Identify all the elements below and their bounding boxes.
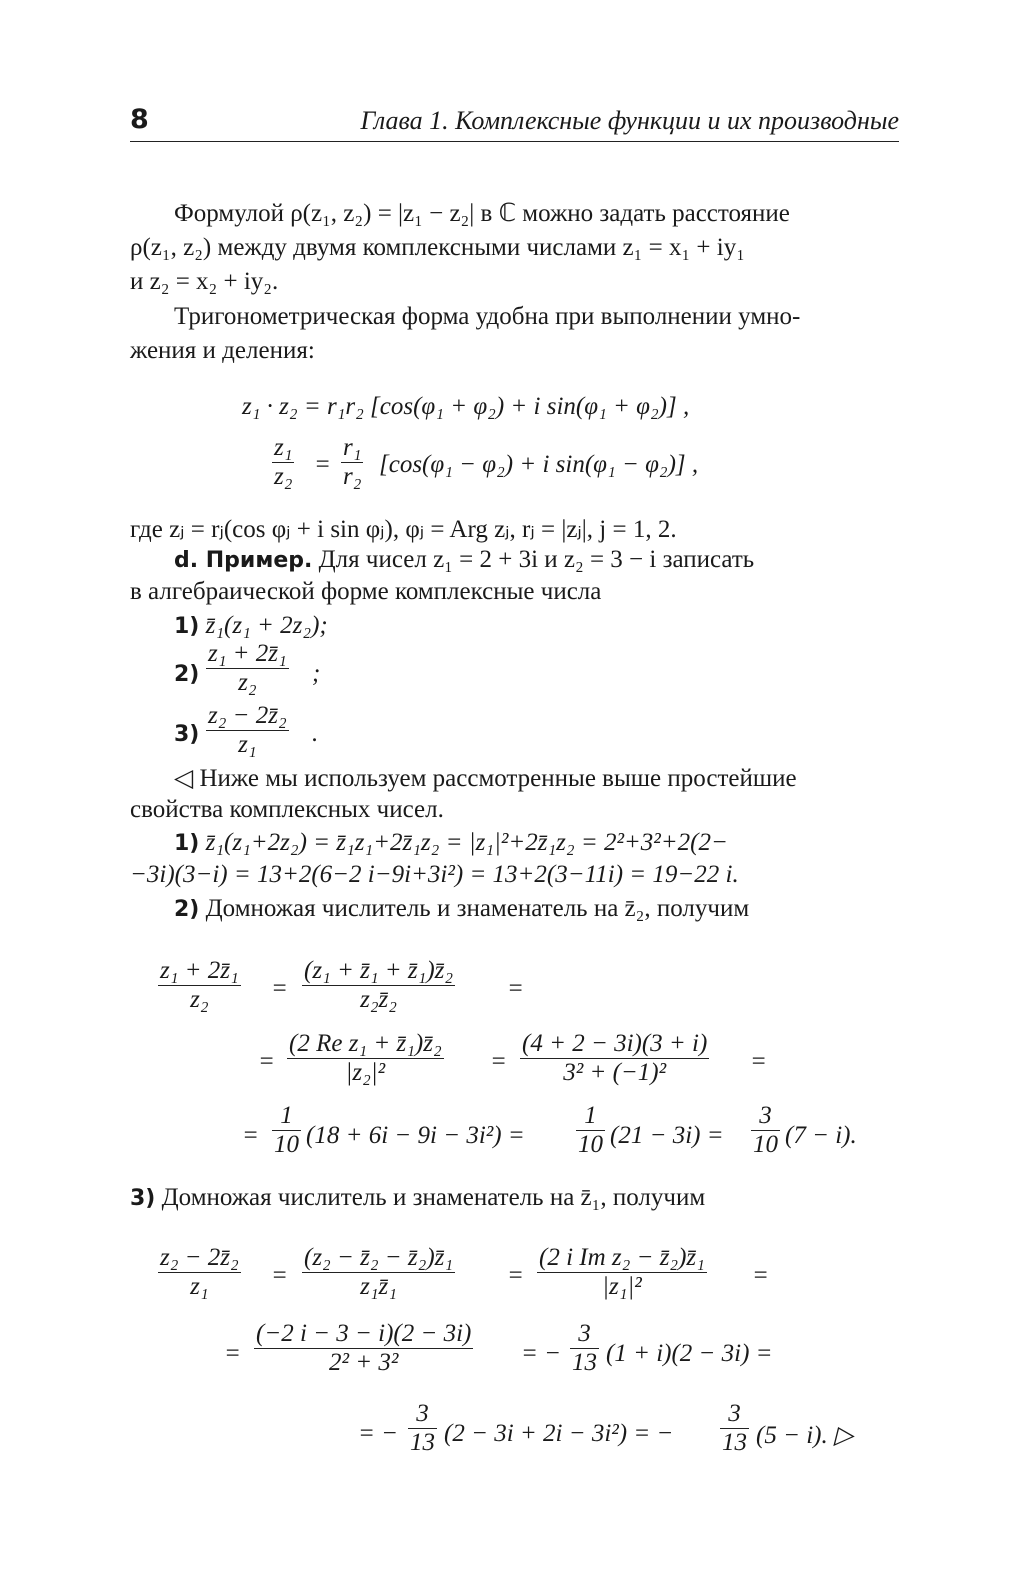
example-item-1 — [174, 612, 328, 640]
formula-division-tail: [cos(φ₁ − φ₂) + i sin(φ₁ − φ₂)] , — [379, 451, 699, 478]
example-text: Для чисел z₁ = 2 + 3i и z₂ = 3 − i записать — [318, 546, 755, 573]
s3-fraction-1: z₂ − 2z̄₂ z₁ — [160, 1244, 239, 1300]
equals-sign: = — [258, 1048, 275, 1075]
s3-fraction-three-thirteenths-b: 3 13 — [410, 1400, 435, 1456]
solution-line-2: свойства комплексных чисел. — [130, 796, 444, 823]
running-header-chapter-title: Глава 1. Комплексные функции и их производные — [360, 106, 899, 135]
where-definitions-line: где zⱼ = rⱼ(cos φⱼ + i sin φⱼ), φⱼ = Arg zⱼ, rⱼ = |zⱼ|, j = 1, 2. — [130, 516, 677, 543]
s2-term-1: (18 + 6i − 9i − 3i²) = — [306, 1122, 525, 1149]
equals-minus: = − — [358, 1420, 398, 1447]
example-item-3-fraction — [206, 702, 289, 759]
solution-3-text: Домножая числитель и знаменатель на z̄₁, получим — [161, 1184, 706, 1211]
fraction-denominator: r₂ — [343, 463, 362, 490]
s3-term-3: (5 − i). ▷ — [756, 1422, 854, 1449]
equals-sign: = — [271, 1262, 288, 1289]
item-number: 1) — [174, 614, 200, 639]
paragraph-distance-line-1: Формулой ρ(z₁, z₂) = |z₁ − z₂| в ℂ можно задать расстояние — [174, 200, 790, 227]
s2-fraction-1: z₁ + 2z̄₁ z₂ — [160, 957, 239, 1013]
example-item-2-label: 2) — [174, 662, 200, 687]
header-rule — [130, 141, 899, 142]
solution-1-line-1 — [174, 829, 728, 857]
s2-fraction-one-tenth-b: 1 10 — [578, 1102, 603, 1158]
equals-sign: = — [752, 1262, 769, 1289]
equals-sign: = — [271, 975, 288, 1002]
equals-sign: = — [507, 975, 524, 1002]
paragraph-trig-line-2: жения и деления: — [130, 337, 315, 364]
s2-fraction-three-tenths: 3 10 — [753, 1102, 778, 1158]
item-number: 1) — [174, 831, 200, 856]
fraction-denominator: z₁ — [238, 731, 257, 758]
solution-3-intro — [130, 1184, 705, 1212]
equals-sign: = — [242, 1122, 259, 1149]
equals-sign: = — [224, 1340, 241, 1367]
equals-sign: = — [750, 1048, 767, 1075]
example-line-1 — [174, 546, 754, 574]
equals-sign: = — [507, 1262, 524, 1289]
s3-fraction-three-thirteenths-c: 3 13 — [722, 1400, 747, 1456]
fraction-numerator: z₁ + 2z̄₁ — [208, 640, 287, 667]
s2-fraction-3: (2 Re z₁ + z̄₁)z̄₂ |z₂|² — [289, 1030, 442, 1086]
formula-multiplication: z₁ · z₂ = r₁r₂ [cos(φ₁ + φ₂) + i sin(φ₁ + φ₂)] , — [242, 393, 690, 420]
solution-1-line-2: −3i)(3−i) = 13+2(6−2 i−9i+3i²) = 13+2(3−11i) = 19−22 i. — [130, 861, 739, 888]
s3-fraction-4: (−2 i − 3 − i)(2 − 3i) 2² + 3² — [256, 1320, 472, 1376]
example-item-3-label: 3) — [174, 722, 200, 747]
s3-fraction-2: (z₂ − z̄₂ − z̄₂)z̄₁ z₁z̄₁ — [304, 1244, 454, 1300]
fraction-numerator: r₁ — [343, 434, 362, 461]
example-item-3-punct: . — [312, 720, 319, 747]
fraction-denominator: z₂ — [274, 463, 293, 490]
item-number: 2) — [174, 897, 200, 922]
formula-division-equals: = — [314, 451, 331, 478]
example-item-2-fraction — [206, 640, 289, 697]
fraction-numerator: z₁ — [274, 434, 293, 461]
s3-term-1: (1 + i)(2 − 3i) = — [606, 1340, 773, 1367]
example-line-2: в алгебраической форме комплексные числа — [130, 578, 602, 605]
fraction-denominator: z₂ — [238, 669, 257, 696]
solution-1-expression: z̄₁(z₁+2z₂) = z̄₁z₁+2z̄₁z₂ = |z₁|²+2z̄₁z₂ = 2²+3²+2(2− — [205, 829, 728, 856]
s3-term-2: (2 − 3i + 2i − 3i²) = − — [444, 1420, 674, 1447]
s2-fraction-2: (z₁ + z̄₁ + z̄₁)z̄₂ z₂z̄₂ — [304, 957, 454, 1013]
s2-term-2: (21 − 3i) = — [610, 1122, 724, 1149]
formula-division-rhs — [341, 434, 363, 491]
item-expression: z̄₁(z₁ + 2z₂); — [205, 612, 328, 639]
equals-minus: = − — [521, 1340, 561, 1367]
equals-sign: = — [490, 1048, 507, 1075]
example-label: d. Пример. — [174, 548, 313, 573]
solution-2-intro — [174, 895, 749, 923]
page-number: 8 — [130, 104, 149, 135]
item-number: 3) — [130, 1186, 156, 1211]
s2-fraction-one-tenth-a: 1 10 — [274, 1102, 299, 1158]
solution-line-1: ◁ Ниже мы используем рассмотренные выше простейшие — [174, 765, 797, 792]
solution-2-text: Домножая числитель и знаменатель на z̄₂, получим — [205, 895, 750, 922]
s3-fraction-3: (2 i Im z₂ − z̄₂)z̄₁ |z₁|² — [539, 1244, 705, 1300]
paragraph-trig-line-1: Тригонометрическая форма удобна при выполнении умно- — [174, 303, 801, 330]
s2-term-3: (7 − i). — [785, 1122, 857, 1149]
paragraph-distance-line-2: ρ(z₁, z₂) между двумя комплексными числами z₁ = x₁ + iy₁ — [130, 234, 745, 261]
fraction-numerator: z₂ − 2z̄₂ — [208, 702, 287, 729]
formula-division-lhs — [272, 434, 294, 491]
paragraph-distance-line-3: и z₂ = x₂ + iy₂. — [130, 268, 279, 295]
s2-fraction-4: (4 + 2 − 3i)(3 + i) 3² + (−1)² — [522, 1030, 708, 1086]
s3-fraction-three-thirteenths-a: 3 13 — [572, 1320, 597, 1376]
example-item-2-punct: ; — [312, 660, 321, 687]
